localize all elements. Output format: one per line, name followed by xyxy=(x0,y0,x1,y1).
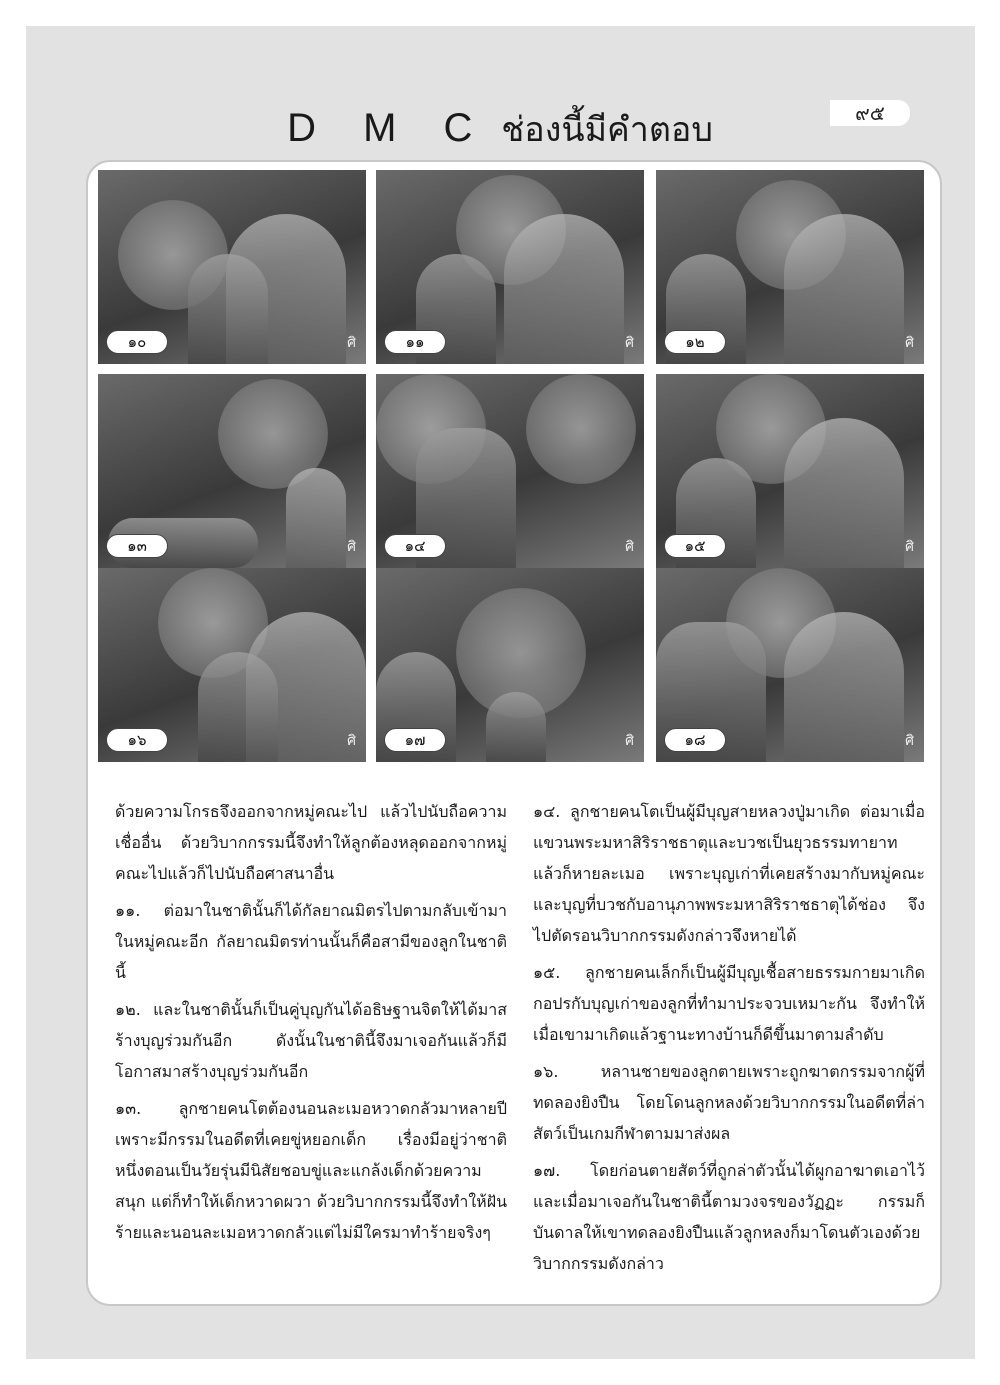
right-text-column xyxy=(533,796,925,1285)
illustration-16 xyxy=(98,568,366,762)
paragraph: ๑๔. ลูกชายคนโตเป็นผู้มีบุญสายหลวงปู่มาเกิด ต่อมาเมื่อแขวนพระมหาสิริราชธาตุและบวชเป็นยุวธรรมทายาท แล้วก็หายละเมอ เพราะบุญเก่าที่เคยสร้างมากับหมู่คณะและบุญที่บวชกับอานุภาพพระมหาสิริราชธาตุได้ช่อง จึงไปตัดรอนวิบากกรรมดังกล่าวจึงหายได้ xyxy=(533,802,925,945)
illustration-15 xyxy=(656,374,924,568)
paragraph: ๑๓. ลูกชายคนโตต้องนอนละเมอหวาดกลัวมาหลายปี เพราะมีกรรมในอดีตที่เคยขู่หยอกเด็ก เรื่องมีอยู่ว่าชาติหนึ่งตอนเป็นวัยรุ่นมีนิสัยชอบขู่และแกล้งเด็กด้วยความสนุก แต่ก็ทำให้เด็กหวาดผวา ด้วยวิบากกรรมนี้จึงทำให้ฝันร้ายและนอนละเมอหวาดกลัวแต่ไม่มีใครมาทำร้ายจริงๆ xyxy=(115,1099,507,1242)
artist-signature: ศิ xyxy=(905,733,914,749)
illustration-12 xyxy=(656,170,924,364)
artist-signature: ศิ xyxy=(905,335,914,351)
artist-signature: ศิ xyxy=(625,733,634,749)
paragraph: ๑๑. ต่อมาในชาตินั้นก็ได้กัลยาณมิตรไปตามกลับเข้ามาในหมู่คณะอีก กัลยาณมิตรท่านนั้นก็คือสามีของลูกในชาตินี้ xyxy=(115,901,507,982)
page-number: ๙๕ xyxy=(830,100,910,126)
paragraph: ๑๗. โดยก่อนตายสัตว์ที่ถูกล่าตัวนั้นได้ผูกอาฆาตเอาไว้ และเมื่อมาเจอกันในชาตินี้ตามวงจรของวัฏฏะ กรรมก็บันดาลให้เขาทดลองยิงปืนแล้วลูกหลงก็มาโดนตัวเองด้วยวิบากกรรมดังกล่าว xyxy=(533,1161,925,1273)
illustration-13 xyxy=(98,374,366,568)
illustration-number: ๑๘ xyxy=(664,728,726,752)
artist-signature: ศิ xyxy=(347,539,356,555)
illustration-number: ๑๔ xyxy=(384,534,446,558)
title-thai: ช่องนี้มีคำตอบ xyxy=(501,110,713,150)
illustration-14 xyxy=(376,374,644,568)
artist-signature: ศิ xyxy=(905,539,914,555)
illustration-18 xyxy=(656,568,924,762)
artist-signature: ศิ xyxy=(625,539,634,555)
artist-signature: ศิ xyxy=(347,733,356,749)
illustration-number: ๑๓ xyxy=(106,534,168,558)
artist-signature: ศิ xyxy=(625,335,634,351)
artist-signature: ศิ xyxy=(347,335,356,351)
illustration-number: ๑๗ xyxy=(384,728,446,752)
paragraph: ๑๕. ลูกชายคนเล็กก็เป็นผู้มีบุญเชื้อสายธรรมกายมาเกิด กอปรกับบุญเก่าของลูกที่ทำมาประจวบเหมาะกัน จึงทำให้เมื่อเขามาเกิดแล้วฐานะทางบ้านก็ดีขึ้นมาตามลำดับ xyxy=(533,963,925,1044)
illustration-number: ๑๒ xyxy=(664,330,726,354)
title-latin: D M C xyxy=(287,106,491,150)
left-text-column xyxy=(115,796,507,1254)
paragraph: ๑๒. และในชาตินั้นก็เป็นคู่บุญกันได้อธิษฐานจิตให้ได้มาสร้างบุญร่วมกันอีก ดังนั้นในชาตินี้จึงมาเจอกันแล้วก็มีโอกาสมาสร้างบุญร่วมกันอีก xyxy=(115,1000,507,1081)
paragraph: ด้วยความโกรธจึงออกจากหมู่คณะไป แล้วไปนับถือความเชื่ออื่น ด้วยวิบากกรรมนี้จึงทำให้ลูกต้องหลุดออกจากหมู่คณะไปแล้วก็ไปนับถือศาสนาอื่น xyxy=(115,802,507,883)
paragraph: ๑๖. หลานชายของลูกตายเพราะถูกฆาตกรรมจากผู้ที่ทดลองยิงปืน โดยโดนลูกหลงด้วยวิบากกรรมในอดีตที่ล่าสัตว์เป็นเกมกีฬาตามมาส่งผล xyxy=(533,1062,925,1143)
illustration-17 xyxy=(376,568,644,762)
illustration-11 xyxy=(376,170,644,364)
illustration-number: ๑๖ xyxy=(106,728,168,752)
illustration-number: ๑๕ xyxy=(664,534,726,558)
illustration-number: ๑๑ xyxy=(384,330,446,354)
illustration-number: ๑๐ xyxy=(106,330,168,354)
illustration-10 xyxy=(98,170,366,364)
